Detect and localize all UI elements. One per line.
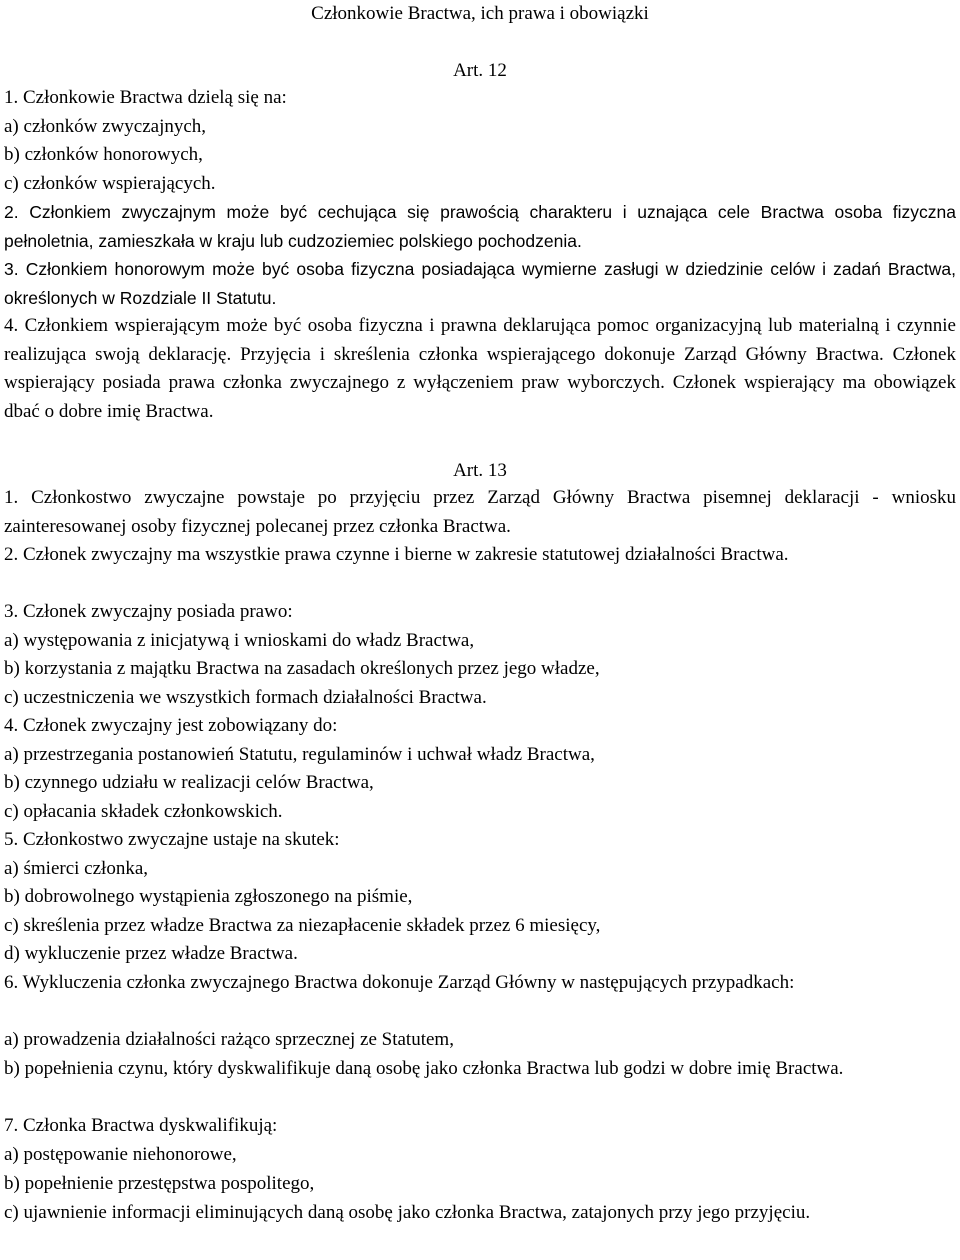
art13-p4-intro: 4. Członek zwyczajny jest zobowiązany do: [4, 715, 338, 736]
list-item: a) śmierci członka, [4, 857, 149, 879]
list-item: b) dobrowolnego wystąpienia zgłoszonego na piśmie, [4, 886, 413, 907]
art12-p1-intro: 1. Członkowie Bractwa dzielą się na: [4, 87, 287, 108]
art13-paragraph-3 [4, 598, 956, 712]
art-12-heading: Art. 12 [453, 60, 507, 81]
art13-paragraph-6-intro: 6. Wykluczenia członka zwyczajnego Bractwa dokonuje Zarząd Główny w następujących przypadkach: [4, 972, 795, 993]
art13-paragraph-2: 2. Członek zwyczajny ma wszystkie prawa czynne i bierne w zakresie statutowej działalności Bractwa. [4, 544, 789, 565]
art13-p7-item-a: a) postępowanie niehonorowe, [4, 1144, 237, 1165]
art13-paragraph-5 [4, 826, 956, 969]
art12-paragraph-1 [4, 84, 956, 198]
art-13-heading: Art. 13 [453, 460, 507, 481]
list-item: c) opłacania składek członkowskich. [4, 800, 283, 822]
list-item: c) członków wspierających. [4, 172, 216, 194]
list-item: c) uczestniczenia we wszystkich formach działalności Bractwa. [4, 686, 487, 708]
list-item: a) przestrzegania postanowień Statutu, regulaminów i uchwał władz Bractwa, [4, 743, 595, 765]
list-item: b) czynnego udziału w realizacji celów Bractwa, [4, 772, 374, 793]
art13-p6-item-b: b) popełnienia czynu, który dyskwalifikuje daną osobę jako członka Bractwa lub godzi w dobre imię Bractwa. [4, 1058, 844, 1079]
art13-paragraph-1: 1. Członkostwo zwyczajne powstaje po przyjęciu przez Zarząd Główny Bractwa pisemnej deklaracji - wniosku zainteresowanej osoby fizycznej polecanej przez członka Bractwa. [4, 487, 956, 537]
art13-p7-item-c: c) ujawnienie informacji eliminujących daną osobę jako członka Bractwa, zatajonych przy jego przyjęciu. [4, 1202, 811, 1223]
art13-p6-item-a: a) prowadzenia działalności rażąco sprzecznej ze Statutem, [4, 1029, 454, 1050]
list-item: c) skreślenia przez władze Bractwa za niezapłacenie składek przez 6 miesięcy, [4, 914, 601, 936]
list-item: a) członków zwyczajnych, [4, 115, 207, 137]
art13-p5-intro: 5. Członkostwo zwyczajne ustaje na skutek: [4, 829, 340, 850]
art13-p7-item-b: b) popełnienie przestępstwa pospolitego, [4, 1173, 315, 1194]
page-title: Członkowie Bractwa, ich prawa i obowiązki [311, 3, 649, 24]
list-item: d) wykluczenie przez władze Bractwa. [4, 943, 298, 964]
art12-paragraph-4: 4. Członkiem wspierającym może być osoba fizyczna i prawna deklarująca pomoc organizacyjną lub materialną i czynnie realizująca swoją deklarację. Przyjęcia i skreślenia członka wspierającego dokonuje Zarząd Główny Bractwa. Członek wspierający posiada prawa członka zwyczajnego z wyłączeniem praw wyborczych. Członek wspierający ma obowiązek dbać o dobre imię Bractwa. [4, 315, 956, 422]
art13-p3-intro: 3. Członek zwyczajny posiada prawo: [4, 601, 293, 622]
art13-paragraph-4 [4, 712, 956, 826]
art12-paragraph-2: 2. Członkiem zwyczajnym może być cechująca się prawością charakteru i uznająca cele Bractwa osoba fizyczna pełnoletnia, zamieszkała w kraju lub cudzoziemiec polskiego pochodzenia. [4, 202, 956, 251]
art13-paragraph-7-intro: 7. Członka Bractwa dyskwalifikują: [4, 1115, 278, 1136]
list-item: b) członków honorowych, [4, 144, 203, 165]
list-item: b) korzystania z majątku Bractwa na zasadach określonych przez jego władze, [4, 658, 600, 679]
list-item: a) występowania z inicjatywą i wnioskami do władz Bractwa, [4, 629, 475, 651]
art12-paragraph-3: 3. Członkiem honorowym może być osoba fizyczna posiadająca wymierne zasługi w dziedzinie celów i zadań Bractwa, określonych w Rozdziale II Statutu. [4, 259, 956, 308]
